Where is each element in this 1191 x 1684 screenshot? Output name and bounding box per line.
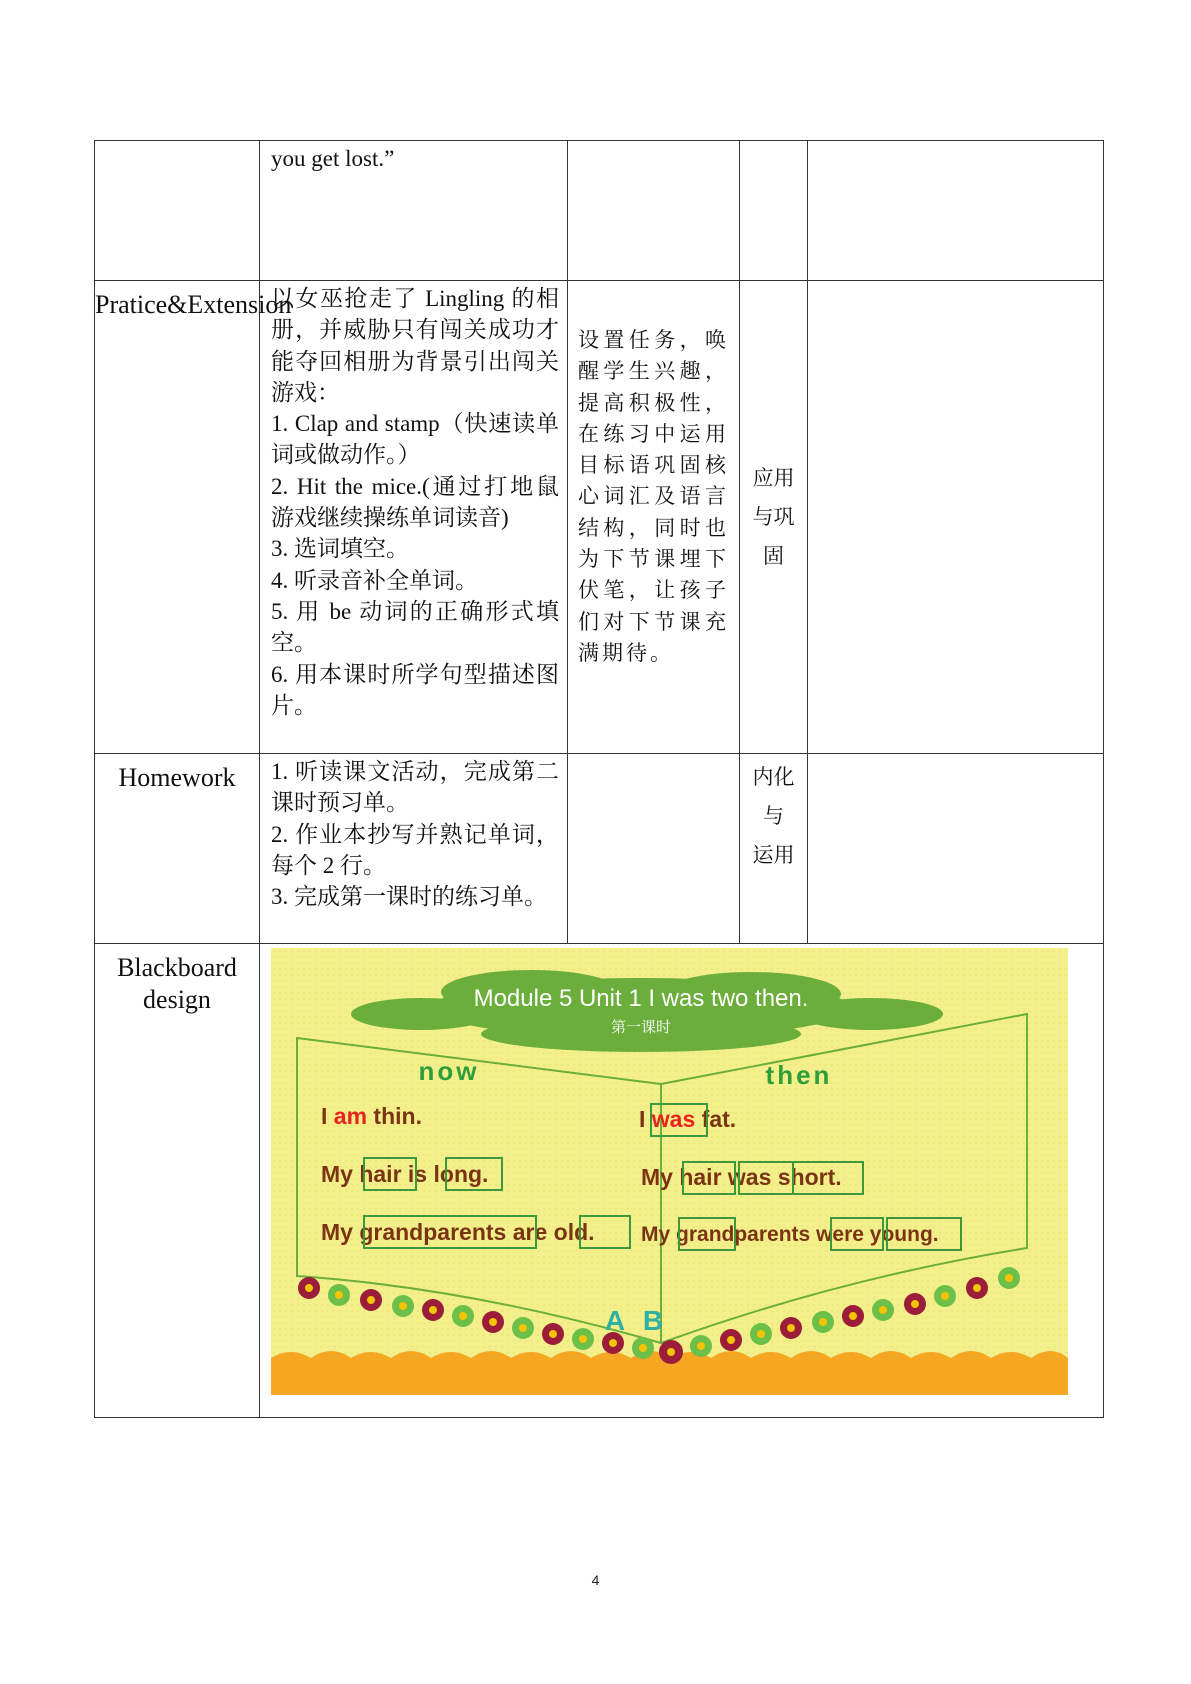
stage-text: 固 — [763, 543, 784, 568]
process-text: you get lost.” — [271, 146, 395, 171]
process-text: 1. 听读课文活动，完成第二课时预习单。 — [271, 759, 559, 816]
row-label-cell — [95, 141, 260, 281]
now-heading: now — [418, 1056, 480, 1086]
row-label-homework: Homework — [95, 754, 260, 944]
purpose-cell — [568, 754, 740, 944]
process-text: 3. 选词填空。 — [271, 536, 409, 562]
stage-text: 与巩 — [752, 504, 795, 529]
page-number: 4 — [591, 1572, 600, 1588]
board-subtitle: 第一课时 — [610, 1018, 672, 1036]
then-heading: then — [765, 1060, 833, 1090]
process-cell — [260, 754, 568, 944]
page-label-a: A — [604, 1305, 626, 1336]
blackboard-illustration — [271, 948, 1068, 1395]
process-text: 3. 完成第一课时的练习单。 — [271, 884, 547, 910]
stage-cell — [740, 754, 808, 944]
blackboard-cell — [260, 944, 1104, 1418]
row-label-blackboard: Blackboard design — [95, 944, 260, 1418]
now-sentence-1: I am thin. — [321, 1103, 422, 1129]
process-cell — [260, 141, 568, 281]
stage-cell — [740, 141, 808, 281]
stage-text: 应用 — [752, 465, 795, 490]
then-sentence-2: My hair was short. — [641, 1164, 842, 1190]
board-title: Module 5 Unit 1 I was two then. — [473, 985, 809, 1012]
then-sentence-1: I was fat. — [639, 1106, 737, 1132]
page-label-b: B — [642, 1305, 664, 1336]
process-text: 6. 用本课时所学句型描述图片。 — [271, 661, 559, 718]
then-sentence-3: My grandparents were young. — [641, 1223, 939, 1246]
process-text: 2. 作业本抄写并熟记单词，每个 2 行。 — [271, 821, 559, 878]
table-row — [95, 281, 1104, 754]
process-text: 以女巫抢走了 Lingling 的相册，并威胁只有闯关成功才能夺回相册为背景引出闯关游戏： — [271, 286, 559, 405]
purpose-cell — [568, 141, 740, 281]
process-text: 1. Clap and stamp（快速读单词或做动作。） — [271, 411, 559, 468]
process-text: 2. Hit the mice.(通过打地鼠游戏继续操练单词读音) — [271, 473, 559, 531]
stage-text: 内化 — [752, 765, 795, 789]
now-sentence-3: My grandparents are old. — [321, 1219, 595, 1245]
notes-cell — [808, 281, 1104, 754]
table-row — [95, 944, 1104, 1418]
table-row — [95, 141, 1104, 281]
row-label-practice: Pratice&Extension — [95, 281, 260, 754]
process-text: 4. 听录音补全单词。 — [271, 567, 478, 593]
stage-text: 运用 — [752, 843, 795, 867]
table-row — [95, 754, 1104, 944]
notes-cell — [808, 141, 1104, 281]
blackboard-design — [271, 948, 1068, 1395]
notes-cell — [808, 754, 1104, 944]
process-cell — [260, 281, 568, 754]
now-sentence-2: My hair is long. — [321, 1161, 489, 1187]
process-text: 5. 用 be 动词的正确形式填空。 — [271, 598, 559, 656]
purpose-text: 设置任务，唤醒学生兴趣，提高积极性，在练习中运用目标语巩固核心词汇及语言结构，同时也为下节课埋下伏笔，让孩子们对下节课充满期待。 — [568, 281, 740, 754]
lesson-plan-table — [94, 140, 1104, 1418]
stage-text: 与 — [763, 804, 784, 828]
stage-cell — [740, 281, 808, 754]
